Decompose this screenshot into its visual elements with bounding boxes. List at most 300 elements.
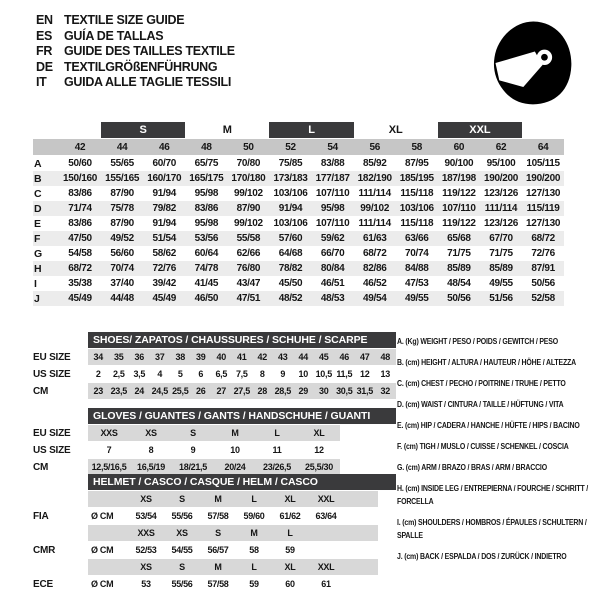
measurement-value: 95/98 bbox=[194, 188, 219, 199]
size-cell: 53/54 bbox=[135, 511, 157, 521]
measurement-row-label: C bbox=[34, 187, 42, 200]
size-cell: 10 bbox=[298, 369, 308, 379]
size-column-header: 44 bbox=[116, 141, 128, 153]
section-row-cells bbox=[88, 366, 396, 382]
size-cell: 10,5 bbox=[315, 369, 332, 379]
measurement-row-label: E bbox=[34, 217, 42, 230]
measurement-value: 165/175 bbox=[189, 173, 224, 184]
section-row-label: EU SIZE bbox=[33, 427, 71, 439]
measurement-row bbox=[33, 186, 564, 201]
measurement-value: 78/82 bbox=[278, 263, 303, 274]
measurement-value: 83/86 bbox=[68, 188, 92, 199]
size-cell: 23 bbox=[93, 386, 103, 396]
legend-item-f: F. (cm) TIGH / MUSLO / CUISSE / SCHENKEL / COSCIA bbox=[397, 442, 569, 451]
measurement-value: 82/86 bbox=[362, 263, 387, 274]
helmet-row-cells bbox=[88, 491, 378, 507]
shoes-row bbox=[33, 349, 396, 365]
helmet-size-row bbox=[33, 559, 396, 575]
measurement-value: 155/165 bbox=[105, 173, 140, 184]
size-cell: 37 bbox=[155, 352, 165, 362]
measurement-value: 115/119 bbox=[526, 203, 560, 214]
measurement-row-label: D bbox=[34, 202, 42, 215]
size-cell: 24,5 bbox=[151, 386, 168, 396]
size-cell: 3,5 bbox=[133, 369, 146, 379]
gloves-row bbox=[33, 425, 396, 441]
measurement-value: 56/60 bbox=[110, 248, 134, 259]
size-cell: XXS bbox=[100, 428, 118, 438]
size-cell: 46 bbox=[339, 352, 349, 362]
measurement-value: 65/68 bbox=[447, 233, 471, 244]
helmet-row-cells bbox=[88, 542, 378, 558]
measurement-value: 80/84 bbox=[320, 263, 345, 274]
language-title: GUÍA DE TALLAS bbox=[64, 28, 164, 43]
size-cell: 45 bbox=[319, 352, 329, 362]
size-cell: 25,5/30 bbox=[305, 462, 333, 472]
size-cell: 20/24 bbox=[224, 462, 246, 472]
language-code: EN bbox=[36, 13, 53, 27]
size-cell: 13 bbox=[380, 369, 390, 379]
size-cell: M bbox=[214, 494, 222, 504]
measurement-value: 90/100 bbox=[444, 158, 474, 169]
size-cell: 27 bbox=[216, 386, 226, 396]
size-cell: XL bbox=[284, 494, 296, 504]
measurement-row-label: F bbox=[34, 232, 41, 245]
language-code: IT bbox=[36, 75, 47, 89]
size-cell: 48 bbox=[380, 352, 390, 362]
size-cell: 56/57 bbox=[207, 545, 229, 555]
size-cell: 36 bbox=[134, 352, 144, 362]
size-cell: 55/56 bbox=[171, 511, 193, 521]
measurement-value: 115/118 bbox=[400, 188, 434, 199]
measurement-value: 91/94 bbox=[278, 203, 303, 214]
measurement-value: 74/78 bbox=[194, 263, 219, 274]
size-cell: 2,5 bbox=[112, 369, 125, 379]
measurement-value: 160/170 bbox=[147, 173, 182, 184]
size-column-header: 54 bbox=[327, 141, 338, 153]
section-row-cells bbox=[88, 425, 340, 441]
measurement-value: 60/70 bbox=[152, 158, 176, 169]
size-cell: 10 bbox=[230, 445, 240, 455]
measurement-value: 103/106 bbox=[273, 188, 308, 199]
size-cell: 59 bbox=[285, 545, 295, 555]
measurement-value: 55/65 bbox=[110, 158, 134, 169]
size-group-s: S bbox=[101, 122, 185, 138]
measurement-row bbox=[33, 231, 564, 246]
size-cell: 34 bbox=[93, 352, 103, 362]
measurement-value: 85/89 bbox=[489, 263, 513, 274]
section-row-label: US SIZE bbox=[33, 368, 71, 380]
measurement-value: 111/114 bbox=[484, 203, 518, 214]
size-cell: 8 bbox=[148, 445, 154, 455]
legend-item-i: I. (cm) SHOULDERS / HOMBROS / ÉPAULES / SCHULTERN / SPALLE bbox=[397, 518, 587, 540]
size-group-m: M bbox=[222, 124, 232, 136]
measurement-value: 99/102 bbox=[360, 203, 390, 214]
measurement-value: 37/40 bbox=[110, 278, 134, 289]
size-cell: 30 bbox=[319, 386, 329, 396]
size-cell: S bbox=[179, 562, 185, 572]
measurement-value: 51/54 bbox=[152, 233, 176, 244]
language-code: DE bbox=[36, 59, 53, 74]
measurement-value: 46/50 bbox=[194, 293, 219, 304]
measurement-value: 95/98 bbox=[320, 203, 345, 214]
size-group-xl: XL bbox=[388, 124, 403, 136]
measurement-value: 47/51 bbox=[236, 293, 261, 304]
measurement-value: 48/53 bbox=[320, 293, 345, 304]
helmet-title-bar: HELMET / CASCO / CASQUE / HELM / CASCO bbox=[88, 474, 396, 490]
measurement-value: 99/102 bbox=[234, 218, 263, 229]
size-cell: S bbox=[179, 494, 185, 504]
measurement-value: 84/88 bbox=[405, 263, 429, 274]
size-cell: L bbox=[274, 428, 280, 438]
measurement-value: 68/72 bbox=[68, 263, 92, 274]
measurement-value: 79/82 bbox=[152, 203, 176, 214]
measurement-value: 150/160 bbox=[63, 173, 98, 184]
size-cell: 41 bbox=[237, 352, 247, 362]
measurement-value: 49/55 bbox=[405, 293, 429, 304]
measurement-value: 49/55 bbox=[489, 278, 513, 289]
measurement-value: 49/54 bbox=[362, 293, 387, 304]
helmet-row-cells bbox=[88, 559, 378, 575]
shoes-title-bar: SHOES/ ZAPATOS / CHAUSSURES / SCHUHE / SCARPE bbox=[88, 332, 396, 348]
measurement-value: 46/51 bbox=[320, 278, 345, 289]
size-cell: 26 bbox=[196, 386, 206, 396]
size-cell: XS bbox=[145, 428, 157, 438]
size-cell: 32 bbox=[380, 386, 390, 396]
measurement-value: 83/86 bbox=[194, 203, 219, 214]
size-cell: 16,5/19 bbox=[137, 462, 165, 472]
language-row bbox=[36, 75, 235, 91]
language-code: ES bbox=[36, 28, 53, 43]
size-cell: XXL bbox=[317, 494, 335, 504]
measurement-value: 63/66 bbox=[405, 233, 429, 244]
helmet-standard-row bbox=[33, 576, 396, 592]
measurement-value: 50/56 bbox=[447, 293, 471, 304]
measurement-value: 62/66 bbox=[236, 248, 261, 259]
measurement-row bbox=[33, 216, 564, 231]
size-cell: 40 bbox=[216, 352, 226, 362]
measurement-value: 35/38 bbox=[68, 278, 92, 289]
legend-item-e: E. (cm) HIP / CADERA / HANCHE / HÜFTE / HIPS / BACINO bbox=[397, 421, 580, 430]
size-cell: 2 bbox=[95, 369, 101, 379]
size-column-header: 50 bbox=[243, 141, 254, 153]
section-row-label: CM bbox=[33, 385, 49, 397]
measurement-value: 185/195 bbox=[399, 173, 434, 184]
size-cell: M bbox=[231, 428, 239, 438]
size-column-header: 46 bbox=[158, 141, 170, 153]
size-cell: 9 bbox=[280, 369, 286, 379]
measurement-value: 95/98 bbox=[194, 218, 219, 229]
size-cell: 30,5 bbox=[336, 386, 353, 396]
measurement-value: 72/76 bbox=[152, 263, 176, 274]
helmet-standard-row bbox=[33, 508, 396, 524]
size-column-header: 48 bbox=[201, 141, 212, 153]
racing-helmet-icon-svg bbox=[482, 16, 580, 112]
language-code: FR bbox=[36, 44, 53, 58]
measurement-value: 83/86 bbox=[68, 218, 92, 229]
size-cell: 57/58 bbox=[207, 579, 229, 589]
measurement-value: 91/94 bbox=[152, 188, 176, 199]
size-column-header: 56 bbox=[369, 141, 380, 153]
helmet-row-cells bbox=[88, 576, 378, 592]
measurement-value: 107/110 bbox=[442, 203, 476, 214]
size-cell: 61/62 bbox=[279, 511, 301, 521]
measurement-value: 70/74 bbox=[110, 263, 134, 274]
measurement-value: 54/58 bbox=[68, 248, 92, 259]
size-cell: 12 bbox=[314, 445, 324, 455]
measurement-value: 91/94 bbox=[152, 218, 176, 229]
section-header-row bbox=[33, 474, 396, 490]
size-cell: S bbox=[215, 528, 221, 538]
measurement-value: 103/106 bbox=[399, 203, 434, 214]
measurement-legend bbox=[397, 335, 599, 571]
helmet-standard-label: FIA bbox=[33, 510, 49, 522]
helmet-size-table bbox=[33, 474, 396, 593]
measurement-value: 48/54 bbox=[447, 278, 471, 289]
measurement-value: 47/50 bbox=[68, 233, 92, 244]
gloves-row bbox=[33, 442, 396, 458]
measurement-row bbox=[33, 261, 564, 276]
measurement-row-label: I bbox=[34, 277, 37, 290]
section-header-row bbox=[33, 408, 396, 424]
measurement-value: 60/64 bbox=[194, 248, 219, 259]
shoes-size-table bbox=[33, 332, 396, 400]
size-cell: 28,5 bbox=[274, 386, 291, 396]
measurement-value: 70/80 bbox=[236, 158, 261, 169]
measurement-value: 45/49 bbox=[68, 293, 92, 304]
measurement-value: 182/190 bbox=[357, 173, 392, 184]
measurement-value: 107/110 bbox=[315, 218, 350, 229]
measurement-value: 71/75 bbox=[489, 248, 513, 259]
measurement-value: 45/50 bbox=[278, 278, 303, 289]
helmet-standard-row bbox=[33, 542, 396, 558]
size-cell: 53 bbox=[141, 579, 151, 589]
measurement-row bbox=[33, 291, 564, 306]
section-row-label: CM bbox=[33, 461, 49, 473]
size-cell: L bbox=[251, 562, 257, 572]
measurement-value: 187/198 bbox=[441, 173, 476, 184]
size-cell: 61 bbox=[321, 579, 331, 589]
measurement-value: 61/63 bbox=[362, 233, 387, 244]
size-column-header: 64 bbox=[537, 141, 549, 153]
size-cell: 7,5 bbox=[235, 369, 248, 379]
gloves-title-bar: GLOVES / GUANTES / GANTS / HANDSCHUHE / GUANTI bbox=[88, 408, 396, 424]
measurement-value: 123/126 bbox=[483, 188, 519, 199]
measurement-value: 115/118 bbox=[400, 218, 434, 229]
size-cell: 39 bbox=[196, 352, 206, 362]
shoes-row bbox=[33, 366, 396, 382]
measurement-row bbox=[33, 171, 564, 186]
measurement-row-label: G bbox=[34, 247, 43, 260]
measurement-value: 39/42 bbox=[152, 278, 176, 289]
size-cell: 28 bbox=[257, 386, 267, 396]
shoes-row bbox=[33, 383, 396, 399]
legend-item-j: J. (cm) BACK / ESPALDA / DOS / ZURÜCK / INDIETRO bbox=[397, 552, 567, 561]
measurement-value: 41/45 bbox=[194, 278, 219, 289]
measurement-value: 85/89 bbox=[447, 263, 471, 274]
size-cell: L bbox=[287, 528, 293, 538]
size-cell: 47 bbox=[360, 352, 370, 362]
main-garment-size-table bbox=[33, 122, 564, 306]
measurement-value: 127/130 bbox=[526, 188, 561, 199]
legend-item-a: A. (Kg) WEIGHT / PESO / POIDS / GEWITCH / PESO bbox=[397, 337, 558, 346]
legend-item-g: G. (cm) ARM / BRAZO / BRAS / ARM / BRACCIO bbox=[397, 463, 547, 472]
measurement-value: 58/62 bbox=[152, 248, 176, 259]
size-cell: 59 bbox=[249, 579, 259, 589]
measurement-value: 68/72 bbox=[531, 233, 555, 244]
measurement-value: 50/56 bbox=[531, 278, 555, 289]
measurement-value: 75/78 bbox=[110, 203, 134, 214]
measurement-row-label: J bbox=[34, 292, 40, 305]
size-cell: 25,5 bbox=[172, 386, 189, 396]
language-title: TEXTILGRÖßENFÜHRUNG bbox=[64, 59, 218, 74]
legend-item-d: D. (cm) WAIST / CINTURA / TAILLE / HÜFTUNG / VITA bbox=[397, 400, 564, 409]
measurement-row bbox=[33, 156, 564, 171]
measurement-value: 48/52 bbox=[278, 293, 303, 304]
size-cell: XS bbox=[176, 528, 188, 538]
numeric-size-header-row bbox=[33, 139, 564, 155]
size-cell: 4 bbox=[157, 369, 163, 379]
section-row-cells bbox=[88, 383, 396, 399]
measurement-value: 103/106 bbox=[273, 218, 308, 229]
measurement-value: 87/90 bbox=[236, 203, 261, 214]
gloves-row bbox=[33, 459, 396, 475]
measurement-value: 95/100 bbox=[486, 158, 516, 169]
section-row-cells bbox=[88, 459, 340, 475]
measurement-value: 87/91 bbox=[531, 263, 555, 274]
measurement-value: 68/72 bbox=[362, 248, 387, 259]
measurement-value: 190/200 bbox=[483, 173, 519, 184]
size-cell: 42 bbox=[257, 352, 267, 362]
size-cell: 27,5 bbox=[233, 386, 250, 396]
measurement-value: 119/122 bbox=[442, 188, 476, 199]
measurement-value: 99/102 bbox=[234, 188, 263, 199]
measurement-row bbox=[33, 246, 564, 261]
helmet-row-cells bbox=[88, 508, 378, 524]
measurement-value: 76/80 bbox=[236, 263, 261, 274]
size-cell: 35 bbox=[114, 352, 124, 362]
measurement-value: 87/95 bbox=[405, 158, 429, 169]
size-cell: 23,5 bbox=[110, 386, 127, 396]
size-group-l: L bbox=[269, 122, 353, 138]
size-cell: 12 bbox=[360, 369, 370, 379]
size-column-header: 52 bbox=[285, 141, 296, 153]
size-cell: 58 bbox=[249, 545, 259, 555]
size-column-header: 58 bbox=[411, 141, 423, 153]
measurement-row-label: B bbox=[34, 172, 42, 185]
measurement-value: 50/60 bbox=[68, 158, 92, 169]
size-cell: XS bbox=[140, 562, 152, 572]
measurement-value: 85/92 bbox=[362, 158, 387, 169]
measurement-value: 173/183 bbox=[273, 173, 308, 184]
language-title: GUIDA ALLE TAGLIE TESSILI bbox=[64, 75, 232, 89]
size-column-header: 42 bbox=[74, 141, 86, 153]
measurement-value: 66/70 bbox=[320, 248, 345, 259]
helmet-row-cells bbox=[88, 525, 378, 541]
size-cell: 60 bbox=[285, 579, 295, 589]
language-title-list bbox=[36, 13, 235, 91]
measurement-value: 70/74 bbox=[405, 248, 429, 259]
measurement-row-label: H bbox=[34, 262, 42, 275]
size-cell: M bbox=[214, 562, 222, 572]
size-cell: 7 bbox=[106, 445, 112, 455]
measurement-value: 87/90 bbox=[110, 218, 134, 229]
size-cell: XS bbox=[140, 494, 152, 504]
size-cell: 12,5/16,5 bbox=[91, 462, 127, 472]
measurement-value: 43/47 bbox=[236, 278, 261, 289]
size-cell: 18/21,5 bbox=[179, 462, 207, 472]
measurement-value: 127/130 bbox=[526, 218, 561, 229]
size-cell: 6,5 bbox=[215, 369, 228, 379]
legend-item-b: B. (cm) HEIGHT / ALTURA / HAUTEUR / HÖHE / ALTEZZA bbox=[397, 358, 576, 367]
size-cell: 43 bbox=[278, 352, 288, 362]
measurement-value: 111/114 bbox=[358, 218, 391, 229]
measurement-value: 46/52 bbox=[362, 278, 387, 289]
size-cell: 5 bbox=[177, 369, 183, 379]
measurement-value: 177/187 bbox=[315, 173, 350, 184]
helmet-size-row bbox=[33, 525, 396, 541]
size-cell: 11 bbox=[272, 445, 282, 455]
helmet-size-row bbox=[33, 491, 396, 507]
measurement-value: 190/200 bbox=[526, 173, 561, 184]
diameter-unit-label: Ø CM bbox=[91, 579, 114, 589]
racing-helmet-icon bbox=[482, 16, 580, 112]
legend-item-c: C. (cm) CHEST / PECHO / POITRINE / TRUHE / PETTO bbox=[397, 379, 566, 388]
section-row-cells bbox=[88, 442, 340, 458]
size-cell: S bbox=[190, 428, 196, 438]
measurement-value: 107/110 bbox=[315, 188, 350, 199]
legend-item-h: H. (cm) INSIDE LEG / ENTREPIERNA / FOURCHE / SCHRITT / FORCELLA bbox=[397, 484, 589, 506]
measurement-row bbox=[33, 276, 564, 291]
measurement-value: 51/56 bbox=[489, 293, 513, 304]
size-cell: L bbox=[251, 494, 257, 504]
size-cell: 24 bbox=[134, 386, 144, 396]
size-cell: XL bbox=[313, 428, 325, 438]
measurement-value: 59/62 bbox=[320, 233, 345, 244]
size-cell: 11,5 bbox=[336, 369, 353, 379]
size-column-header: 62 bbox=[495, 141, 507, 153]
helmet-standard-label: ECE bbox=[33, 578, 53, 590]
size-cell: 55/56 bbox=[171, 579, 193, 589]
size-cell: 54/55 bbox=[171, 545, 193, 555]
size-cell: 57/58 bbox=[207, 511, 229, 521]
measurement-value: 83/88 bbox=[320, 158, 345, 169]
size-cell: 8 bbox=[259, 369, 265, 379]
measurement-value: 64/68 bbox=[278, 248, 303, 259]
measurement-value: 57/60 bbox=[278, 233, 303, 244]
section-row-label: EU SIZE bbox=[33, 351, 71, 363]
measurement-value: 49/52 bbox=[110, 233, 134, 244]
measurement-value: 75/85 bbox=[278, 158, 303, 169]
measurement-value: 47/53 bbox=[405, 278, 429, 289]
measurement-row bbox=[33, 201, 564, 216]
size-cell: M bbox=[250, 528, 258, 538]
size-cell: 9 bbox=[190, 445, 196, 455]
size-cell: 29 bbox=[298, 386, 308, 396]
size-cell: 63/64 bbox=[315, 511, 337, 521]
measurement-row-label: A bbox=[34, 157, 42, 170]
measurement-value: 71/75 bbox=[447, 248, 471, 259]
diameter-unit-label: Ø CM bbox=[91, 545, 114, 555]
measurement-value: 53/56 bbox=[194, 233, 219, 244]
size-cell: 44 bbox=[298, 352, 308, 362]
section-row-label: US SIZE bbox=[33, 444, 71, 456]
size-cell: 52/53 bbox=[135, 545, 157, 555]
measurement-value: 72/76 bbox=[531, 248, 555, 259]
size-cell: XXS bbox=[137, 528, 155, 538]
size-cell: XXL bbox=[317, 562, 335, 572]
measurement-value: 44/48 bbox=[110, 293, 134, 304]
language-row bbox=[36, 13, 235, 29]
